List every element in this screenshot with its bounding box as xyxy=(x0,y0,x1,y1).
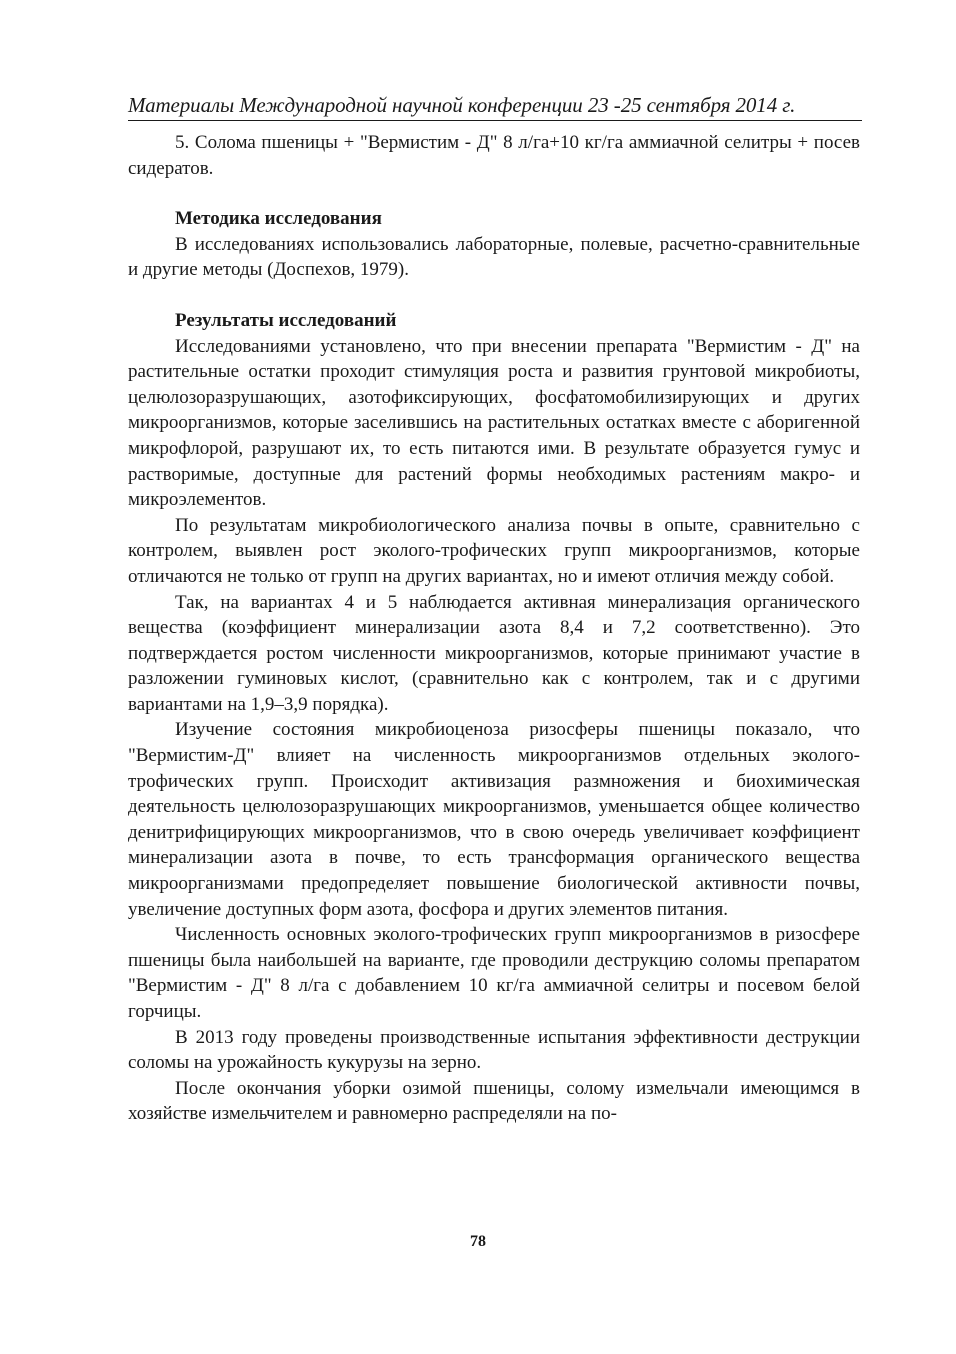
methods-heading: Методика исследования xyxy=(175,208,382,230)
running-header: Материалы Международной научной конференции 23 -25 сентября 2014 г. xyxy=(128,93,796,117)
methods-paragraph: В исследованиях использовались лабораторные, полевые, расчетно-сравнительные и другие методы (Доспехов, 1979). xyxy=(128,233,860,281)
section-gap xyxy=(128,283,860,308)
results-paragraph-5: Численность основных эколого-трофических групп микроорганизмов в ризосфере пшеницы была наибольшей на варианте, где проводили деструкцию соломы препаратом "Вермистим - Д" 8 л/га с добавлением 10 кг/га аммиачной селитры и посевом белой горчицы. xyxy=(128,924,860,1022)
page-number: 78 xyxy=(470,1233,486,1250)
results-heading: Результаты исследований xyxy=(175,309,397,331)
results-paragraph-4: Изучение состояния микробиоценоза ризосферы пшеницы показало, что "Вермистим-Д" влияет на численность микроорганизмов отдельных эколого-трофических групп. Происходит активизация размножения и биохимическая деятельность целюлозоразрушающих микроорганизмов, уменьшается общее количество денитрифицирующих микроорганизмов, что в свою очередь увеличивает коэффициент минерализации азота в почве, то есть трансформация органического вещества микроорганизмами предопределяет повышение биологической активности почвы, увеличение доступных форм азота, фосфора и других элементов питания. xyxy=(128,719,860,920)
results-paragraph-2: По результатам микробиологического анализа почвы в опыте, сравнительно с контролем, выявлен рост эколого-трофических групп микроорганизмов, которые отличаются не только от групп на других вариантах, но и имеют отличия между собой. xyxy=(128,514,860,587)
list-item-5: 5. Солома пшеницы + "Вермистим - Д" 8 л/га+10 кг/га аммиачной селитры + посев сидератов. xyxy=(128,132,860,179)
header-rule xyxy=(128,120,862,121)
results-paragraph-3: Так, на вариантах 4 и 5 наблюдается активная минерализация органического вещества (коэффициент минерализации азота 8,4 и 7,2 соответственно). Это подтверждается ростом численности микроорганизмов, которые принимают участие в разложении гуминовых кислот, (сравнительно как с контролем, так и с другими вариантами на 1,9–3,9 порядка). xyxy=(128,591,860,715)
results-paragraph-1: Исследованиями установлено, что при внесении препарата "Вермистим - Д" на растительные остатки проходит стимуляция роста и развития грунтовой микробиоты, целюлозоразрушающих, азотофиксирующих, фосфатомобилизирующих и других микроорганизмов, которые заселившись на растительных остатках вместе с аборигенной микрофлорой, разрушают их, то есть питаются ими. В результате образуется гумус и растворимые, доступные для растений формы необходимых растениям макро- и микроэлементов. xyxy=(128,335,860,511)
results-paragraph-7: После окончания уборки озимой пшеницы, солому измельчали имеющимся в хозяйстве измельчителем и равномерно распределяли на по- xyxy=(128,1077,860,1125)
section-gap xyxy=(128,181,860,206)
page-body xyxy=(128,130,860,1127)
results-paragraph-6: В 2013 году проведены производственные испытания эффективности деструкции соломы на урожайность кукурузы на зерно. xyxy=(128,1026,860,1074)
